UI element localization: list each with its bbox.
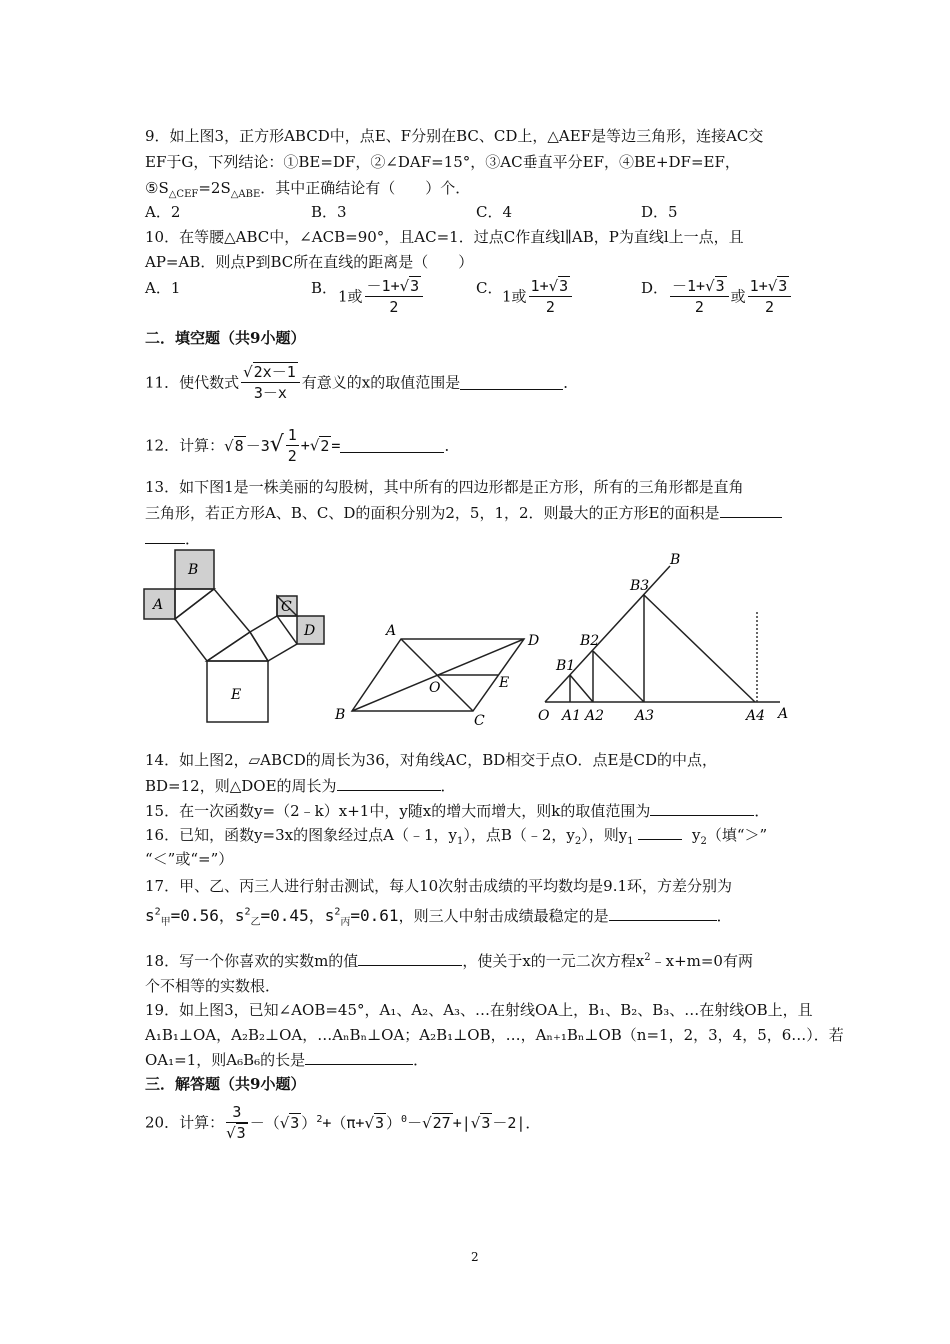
- q19-line2: A₁B₁⊥OA，A₂B₂⊥OA，…AₙBₙ⊥OA；A₂B₁⊥OB，…，Aₙ₊₁Bₙ⊥OB（n=1，2，3，4，5，6…）．若: [145, 1026, 844, 1044]
- q19-line1: 19．如上图3，已知∠AOB=45°，A₁、A₂、A₃、…在射线OA上，B₁、B₂、B₃、…在射线OB上，且: [145, 1001, 813, 1019]
- label-c: C: [281, 599, 292, 615]
- figure-1-pythagoras-tree: [143, 548, 326, 728]
- q10-line1: 10．在等腰△ABC中，∠ACB=90°，且AC=1．过点C作直线l∥AB，P为直线l上一点，且: [145, 228, 744, 246]
- triangle-ab: [175, 589, 214, 619]
- section-3-heading: 三．解答题（共9小题）: [145, 1075, 306, 1093]
- label-d: D: [528, 633, 540, 649]
- q12: 12．计算：√8 －3√ $\frac{1}{2}$ +√2 = ．: [145, 426, 460, 465]
- label-d: D: [304, 623, 316, 639]
- ray-ob: [545, 566, 670, 702]
- b2a3: [593, 651, 644, 702]
- q16-line1: 16．已知，函数y=3x的图象经过点A（﹣1，$y_1$），点B（﹣2，$y_2$），则$y_1$ $y_2$（填“＞”: [145, 826, 768, 847]
- q9-line3: $⑤S_{\triangle CEF}=2S_{\triangle ABE}$．其中正确结论有（ ）个．: [145, 179, 471, 200]
- q18-line1: 18．写一个你喜欢的实数m的值 ，使关于x的一元二次方程$x^2﹣x+m=0$有两: [145, 952, 753, 970]
- middle-square-left: [175, 589, 250, 661]
- page-number: 2: [471, 1250, 479, 1264]
- q13-line3: ．: [145, 529, 200, 549]
- q19-line3: OA₁=1，则A₆B₆的长是 ．: [145, 1051, 429, 1069]
- q15: 15．在一次函数y=（2﹣k）x+1中，y随x的增大而增大，则k的取值范围为 ．: [145, 802, 770, 820]
- q9-line2: EF于G，下列结论：①BE=DF，②∠DAF=15°，③AC垂直平分EF，④BE+DF=EF，: [145, 153, 740, 171]
- q10-option-a: A．1: [145, 279, 181, 297]
- q20: 20．计算： $\frac{3}{√3}$ －（√3 ）$^2$+（π+√3 ）$^0$－√27 +|√3 －2|．: [145, 1103, 541, 1142]
- figure-2-parallelogram: [333, 615, 548, 730]
- q10-option-d: D．: [641, 279, 669, 297]
- b1a2: [570, 675, 593, 702]
- q16-line2: “＜”或“=”）: [145, 850, 234, 868]
- middle-square-right: [250, 616, 297, 661]
- label-o: O: [429, 680, 441, 696]
- q14-line1: 14．如上图2，▱ABCD的周长为36，对角线AC，BD相交于点O．点E是CD的中点，: [145, 751, 718, 769]
- label-b: B: [335, 707, 346, 723]
- label-e: E: [499, 675, 510, 691]
- q10-option-b: B．: [311, 279, 338, 297]
- q9-option-d: D．5: [641, 203, 678, 221]
- q10-option-b-expr: 1或 $\frac{-1+√3}{2}$: [338, 276, 425, 317]
- q9-line1: 9．如上图3，正方形ABCD中，点E、F分别在BC、CD上，△AEF是等边三角形，连接AC交: [145, 127, 764, 145]
- label-o: O: [538, 708, 550, 724]
- label-b1: B1: [556, 658, 576, 674]
- label-b: B: [670, 552, 681, 568]
- b3a4: [644, 595, 755, 702]
- q10-option-d-expr: $\frac{-1+√3}{2}$ 或 $\frac{1+√3}{2}$: [668, 276, 793, 317]
- triangle-top-e: [207, 632, 268, 661]
- q10-line2: AP=AB．则点P到BC所在直线的距离是（ ）: [145, 253, 474, 271]
- label-e: E: [231, 687, 242, 703]
- q10-option-c: C．: [476, 279, 503, 297]
- q10-option-c-expr: 1或 $\frac{1+√3}{2}$: [502, 276, 574, 317]
- q9-option-b: B．3: [311, 203, 347, 221]
- q18-line2: 个不相等的实数根．: [145, 977, 281, 995]
- section-2-heading: 二．填空题（共9小题）: [145, 329, 306, 347]
- q11: 11．使代数式 $\frac{√2x-1}{3-x}$ 有意义的x的取值范围是 ．: [145, 363, 579, 402]
- q9-option-a: A．2: [145, 203, 181, 221]
- label-a: A: [386, 623, 397, 639]
- q17-line2: $s^2_甲=0.56$，$s^2_乙=0.45$，$s^2_丙=0.61$，则三人中射击成绩最稳定的是 ．: [145, 906, 732, 929]
- q13-line1: 13．如下图1是一株美丽的勾股树，其中所有的四边形都是正方形，所有的三角形都是直角: [145, 478, 744, 496]
- q17-line1: 17．甲、乙、丙三人进行射击测试，每人10次射击成绩的平均数均是9.1环，方差分别为: [145, 877, 733, 895]
- label-b: B: [188, 562, 199, 578]
- label-a: A: [153, 597, 164, 613]
- q9-option-c: C．4: [476, 203, 513, 221]
- label-a: A: [778, 706, 789, 722]
- label-a2: A2: [585, 708, 605, 724]
- label-a3: A3: [635, 708, 655, 724]
- label-b2: B2: [580, 633, 600, 649]
- label-b3: B3: [630, 578, 650, 594]
- label-a4: A4: [746, 708, 766, 724]
- figure-3-angle-45: [530, 548, 800, 728]
- label-c: C: [474, 713, 485, 729]
- q13-line2: 三角形，若正方形A、B、C、D的面积分别为2，5，1，2．则最大的正方形E的面积是: [145, 503, 782, 523]
- label-a1: A1: [562, 708, 582, 724]
- q14-line2: BD=12，则△DOE的周长为 ．: [145, 777, 456, 795]
